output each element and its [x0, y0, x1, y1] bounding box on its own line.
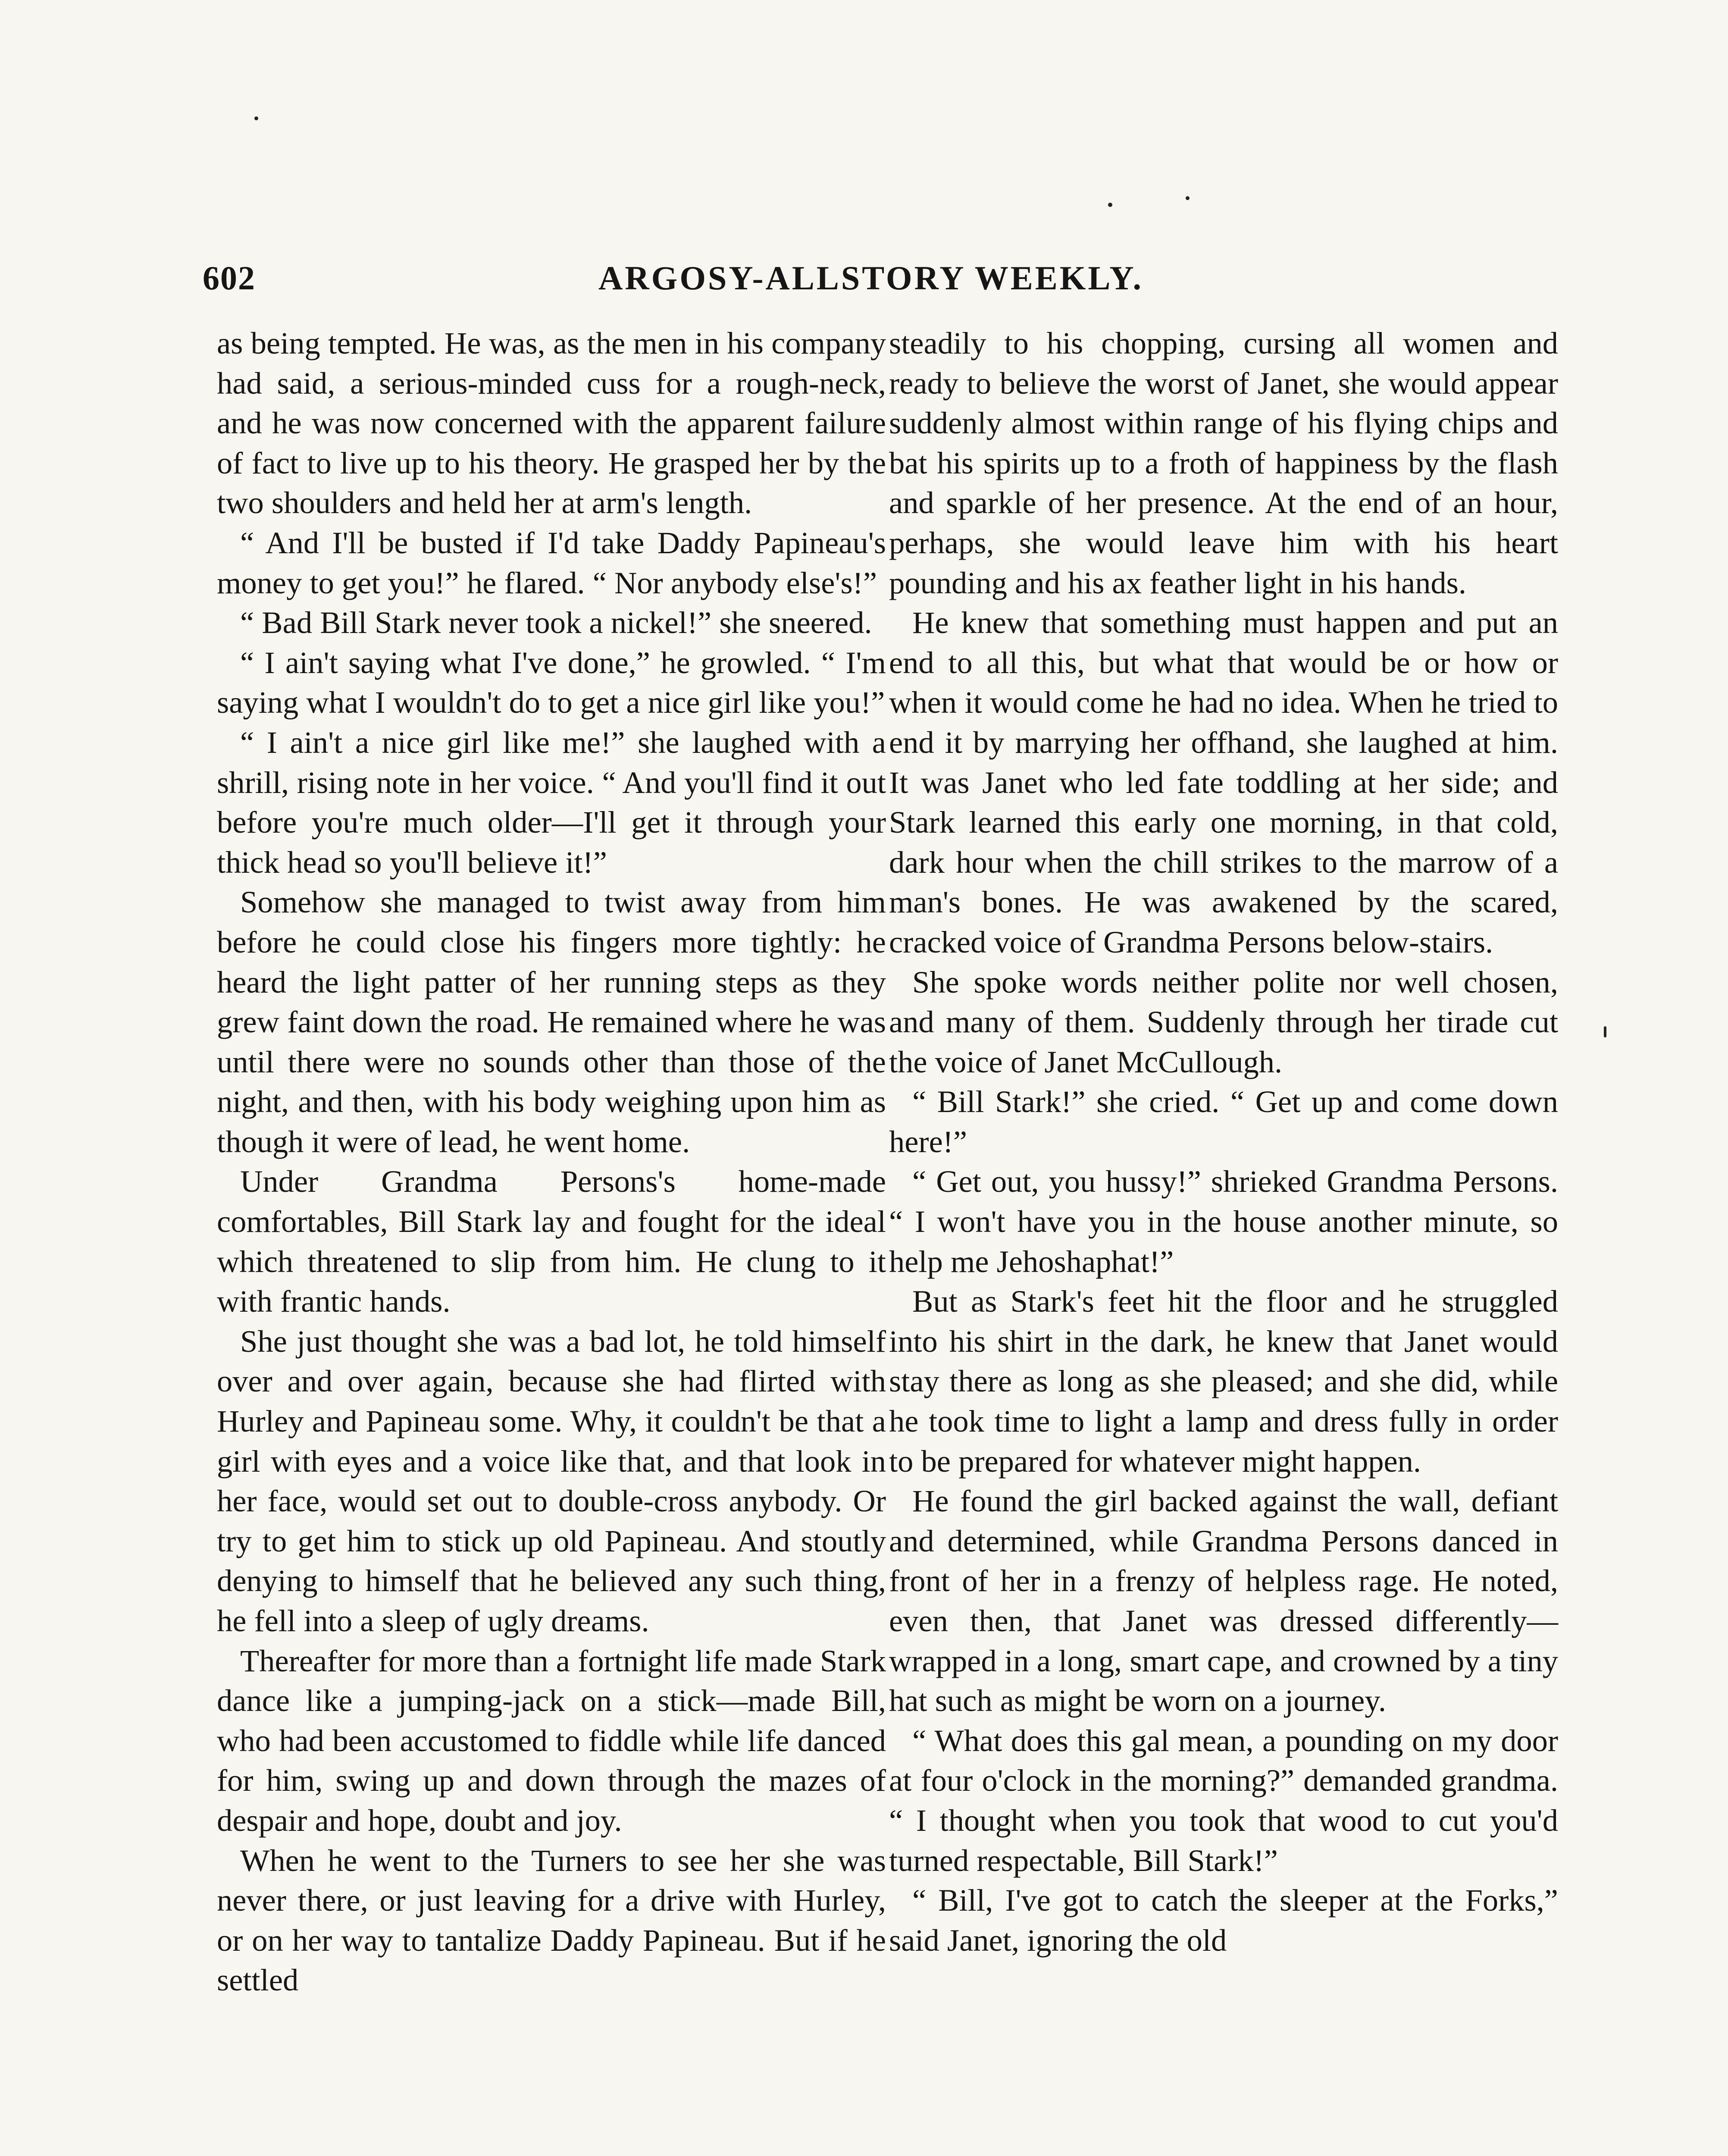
paragraph: “ I ain't a nice girl like me!” she laughed with a shrill, rising note in her voice. “ And you'll find it out before you're much older—I'll get it through your thick head so you'll believe it!” [217, 724, 886, 880]
paragraph: “ I ain't saying what I've done,” he growled. “ I'm saying what I wouldn't do to get a nice girl like you!” [217, 645, 886, 720]
paragraph: “ And I'll be busted if I'd take Daddy Papineau's money to get you!” he flared. “ Nor anybody else's!” [217, 525, 886, 600]
paragraph: as being tempted. He was, as the men in his company had said, a serious-minded cuss for a rough-neck, and he was now concerned with the apparent failure of fact to live up to his theory. He grasped her by the two shoulders and held her at arm's length. [217, 326, 886, 520]
print-speck [1604, 1026, 1606, 1037]
paragraph: She just thought she was a bad lot, he told himself over and over again, because she had flirted with Hurley and Papineau some. Why, it couldn't be that a girl with eyes and a voice like that, and that look in her face, would set out to double-cross anybody. Or try to get him to stick up old Papineau. And stoutly denying to himself that he believed any such thing, he fell into a sleep of ugly dreams. [217, 1323, 886, 1638]
left-column [217, 323, 886, 2000]
paragraph: When he went to the Turners to see her she was never there, or just leaving for a drive with Hurley, or on her way to tantalize Daddy Papineau. But if he settled [217, 1843, 886, 1998]
print-speck [1108, 203, 1112, 207]
paragraph: He knew that something must happen and put an end to all this, but what that would be or how or when it would come he had no idea. When he tried to end it by marrying her offhand, she laughed at him. It was Janet who led fate toddling at her side; and Stark learned this early one morning, in that cold, dark hour when the chill strikes to the marrow of a man's bones. He was awakened by the scared, cracked voice of Grandma Persons below-stairs. [889, 605, 1558, 959]
paragraph: “ Bad Bill Stark never took a nickel!” she sneered. [240, 605, 872, 640]
paragraph: “ Bill Stark!” she cried. “ Get up and come down here!” [889, 1084, 1558, 1159]
paragraph: But as Stark's feet hit the floor and he struggled into his shirt in the dark, he knew that Janet would stay there as long as she pleased; and she did, while he took time to light a lamp and dress fully in order to be prepared for whatever might happen. [889, 1284, 1558, 1479]
paragraph: Somehow she managed to twist away from him before he could close his fingers more tightly: he heard the light patter of her running steps as they grew faint down the road. He remained where he was until there were no sounds other than those of the night, and then, with his body weighing upon him as though it were of lead, he went home. [217, 884, 886, 1159]
running-head: ARGOSY-ALLSTORY WEEKLY. [598, 259, 1143, 297]
print-speck [1186, 196, 1190, 200]
paragraph: Under Grandma Persons's home-made comfortables, Bill Stark lay and fought for the ideal which threatened to slip from him. He clung to it with frantic hands. [217, 1164, 886, 1319]
paragraph: “ Get out, you hussy!” shrieked Grandma Persons. “ I won't have you in the house another minute, so help me Jehoshaphat!” [889, 1164, 1558, 1279]
paragraph: “ What does this gal mean, a pounding on my door at four o'clock in the morning?” demanded grandma. “ I thought when you took that wood to cut you'd turned respectable, Bill Stark!” [889, 1723, 1558, 1878]
print-speck [254, 116, 258, 120]
page-number: 602 [203, 259, 256, 297]
right-column [889, 323, 1558, 1960]
paragraph: She spoke words neither polite nor well chosen, and many of them. Suddenly through her tirade cut the voice of Janet McCullough. [889, 964, 1558, 1079]
paragraph: “ Bill, I've got to catch the sleeper at the Forks,” said Janet, ignoring the old [889, 1883, 1558, 1958]
paragraph: steadily to his chopping, cursing all women and ready to believe the worst of Janet, she would appear suddenly almost within range of his flying chips and bat his spirits up to a froth of happiness by the flash and sparkle of her presence. At the end of an hour, perhaps, she would leave him with his heart pounding and his ax feather light in his hands. [889, 326, 1558, 600]
paragraph: Thereafter for more than a fortnight life made Stark dance like a jumping-jack on a stick—made Bill, who had been accustomed to fiddle while life danced for him, swing up and down through the mazes of despair and hope, doubt and joy. [217, 1643, 886, 1838]
page-header [203, 259, 1539, 306]
paragraph: He found the girl backed against the wall, defiant and determined, while Grandma Persons danced in front of her in a frenzy of helpless rage. He noted, even then, that Janet was dressed differently—wrapped in a long, smart cape, and crowned by a tiny hat such as might be worn on a journey. [889, 1483, 1558, 1718]
